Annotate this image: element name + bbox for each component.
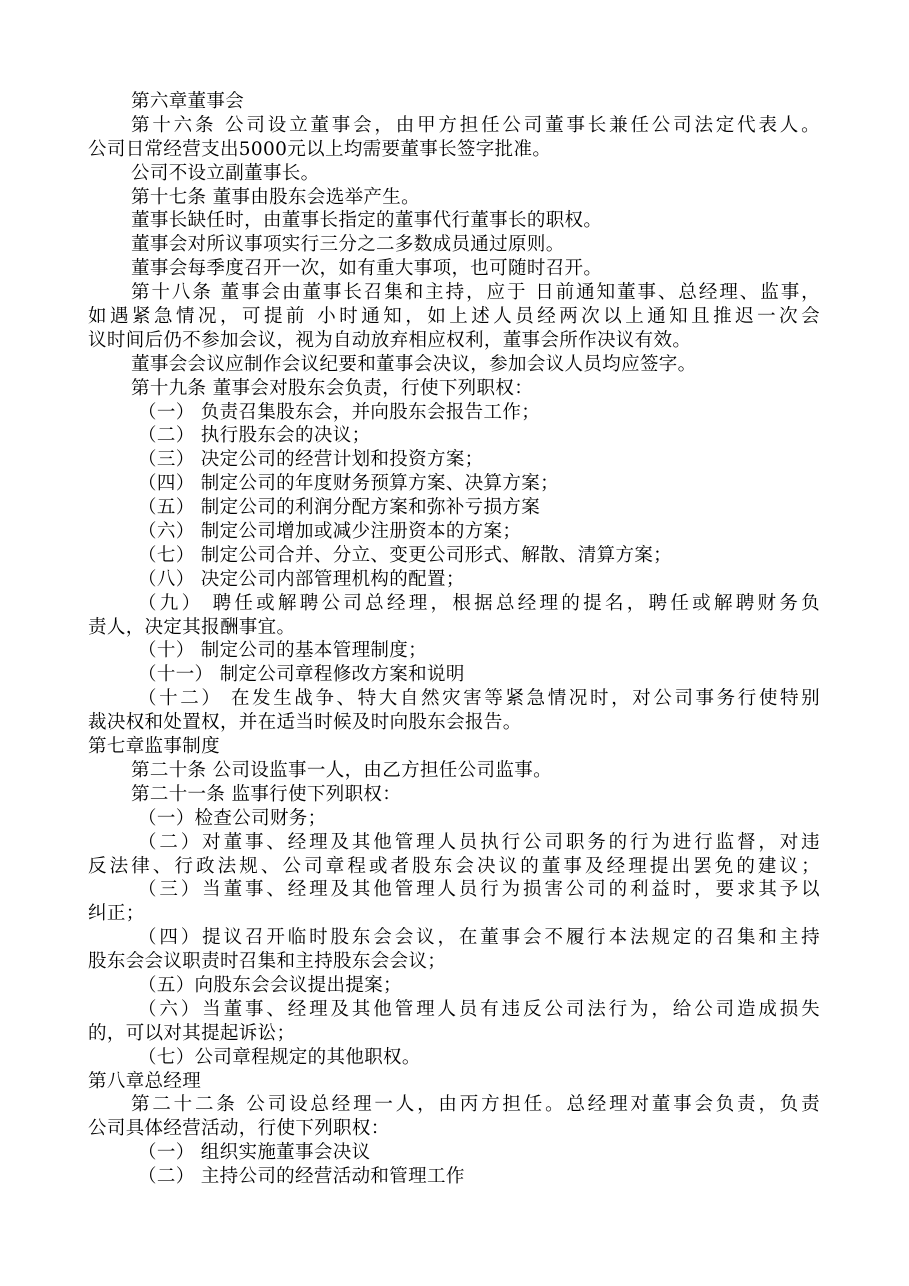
article-18-line-2: 如遇紧急情况，可提前 小时通知，如上述人员经两次以上通知且推迟一次会 [88,306,820,328]
manager-power-1: （一） 组织实施董事会决议 [138,1142,371,1164]
manager-power-2: （二） 主持公司的经营活动和管理工作 [138,1166,465,1188]
article-21: 第二十一条 监事行使下列职权： [131,783,402,805]
chapter-8-heading: 第八章总经理 [88,1070,202,1092]
article-18-line-1: 第十八条 董事会由董事长召集和主持，应于 日前通知董事、总经理、监事， [131,282,820,304]
board-power-11: （十一） 制定公司章程修改方案和说明 [138,664,465,686]
supervisor-power-2-line-2: 反法律、行政法规、公司章程或者股东会决议的董事及经理提出罢免的建议； [88,855,820,877]
article-16-line-2: 公司日常经营支出5000元以上均需要董事长签字批准。 [88,138,552,160]
supervisor-power-4-line-1: （四）提议召开临时股东会会议，在董事会不履行本法规定的召集和主持 [138,927,820,949]
supervisor-power-6-line-2: 的，可以对其提起诉讼； [88,1022,296,1044]
chapter-6-heading: 第六章董事会 [131,91,245,112]
board-power-6: （六） 制定公司增加或减少注册资本的方案； [138,521,522,543]
paragraph-meeting-minutes: 董事会会议应制作会议纪要和董事会决议，参加会议人员均应签字。 [131,353,697,375]
board-power-2: （二） 执行股东会的决议； [138,425,371,447]
board-power-12-line-1: （十二） 在发生战争、特大自然灾害等紧急情况时，对公司事务行使特别 [138,688,820,710]
board-power-3: （三） 决定公司的经营计划和投资方案； [138,449,484,471]
supervisor-power-1: （一）检查公司财务； [138,807,327,829]
article-16-line-1: 第十六条 公司设立董事会，由甲方担任公司董事长兼任公司法定代表人。 [131,114,820,136]
document-body [88,90,820,1189]
board-power-12-line-2: 裁决权和处置权，并在适当时候及时向股东会报告。 [88,712,522,734]
supervisor-power-3-line-1: （三）当董事、经理及其他管理人员行为损害公司的利益时，要求其予以 [138,879,820,901]
board-power-8: （八） 决定公司内部管理机构的配置； [138,568,465,590]
supervisor-power-7: （七）公司章程规定的其他职权。 [138,1046,421,1068]
supervisor-power-4-line-2: 股东会会议职责时召集和主持股东会会议； [88,951,447,973]
board-power-9-line-1: （九） 聘任或解聘公司总经理，根据总经理的提名，聘任或解聘财务负 [138,592,820,614]
board-power-9-line-2: 责人，决定其报酬事宜。 [88,616,296,638]
article-22-line-2: 公司具体经营活动，行使下列职权： [88,1118,390,1140]
supervisor-power-3-line-2: 纠正； [88,903,145,925]
supervisor-power-6-line-1: （六）当董事、经理及其他管理人员有违反公司法行为，给公司造成损失 [138,998,820,1020]
board-power-10: （十） 制定公司的基本管理制度； [138,640,427,662]
board-power-7: （七） 制定公司合并、分立、变更公司形式、解散、清算方案； [138,544,673,566]
paragraph-chairman-vacancy: 董事长缺任时，由董事长指定的董事代行董事长的职权。 [131,210,603,232]
article-18-line-3: 议时间后仍不参加会议，视为自动放弃相应权利，董事会所作决议有效。 [88,329,692,351]
supervisor-power-2-line-1: （二）对董事、经理及其他管理人员执行公司职务的行为进行监督，对违 [138,831,820,853]
board-power-5: （五） 制定公司的利润分配方案和弥补亏损方案 [138,497,541,519]
article-17: 第十七条 董事由股东会选举产生。 [131,186,420,208]
paragraph-two-thirds-rule: 董事会对所议事项实行三分之二多数成员通过原则。 [131,234,565,256]
board-power-1: （一） 负责召集股东会，并向股东会报告工作； [138,401,541,423]
supervisor-power-5: （五）向股东会会议提出提案； [138,974,402,996]
article-22-line-1: 第二十二条 公司设总经理一人，由丙方担任。总经理对董事会负责，负责 [131,1094,820,1116]
chapter-7-heading: 第七章监事制度 [88,736,220,758]
article-20: 第二十条 公司设监事一人，由乙方担任公司监事。 [131,759,552,781]
paragraph-no-vice-chairman: 公司不设立副董事长。 [131,162,320,184]
article-19: 第十九条 董事会对股东会负责，行使下列职权： [131,377,534,399]
board-power-4: （四） 制定公司的年度财务预算方案、决算方案； [138,473,559,495]
paragraph-quarterly-meeting: 董事会每季度召开一次，如有重大事项，也可随时召开。 [131,258,603,280]
